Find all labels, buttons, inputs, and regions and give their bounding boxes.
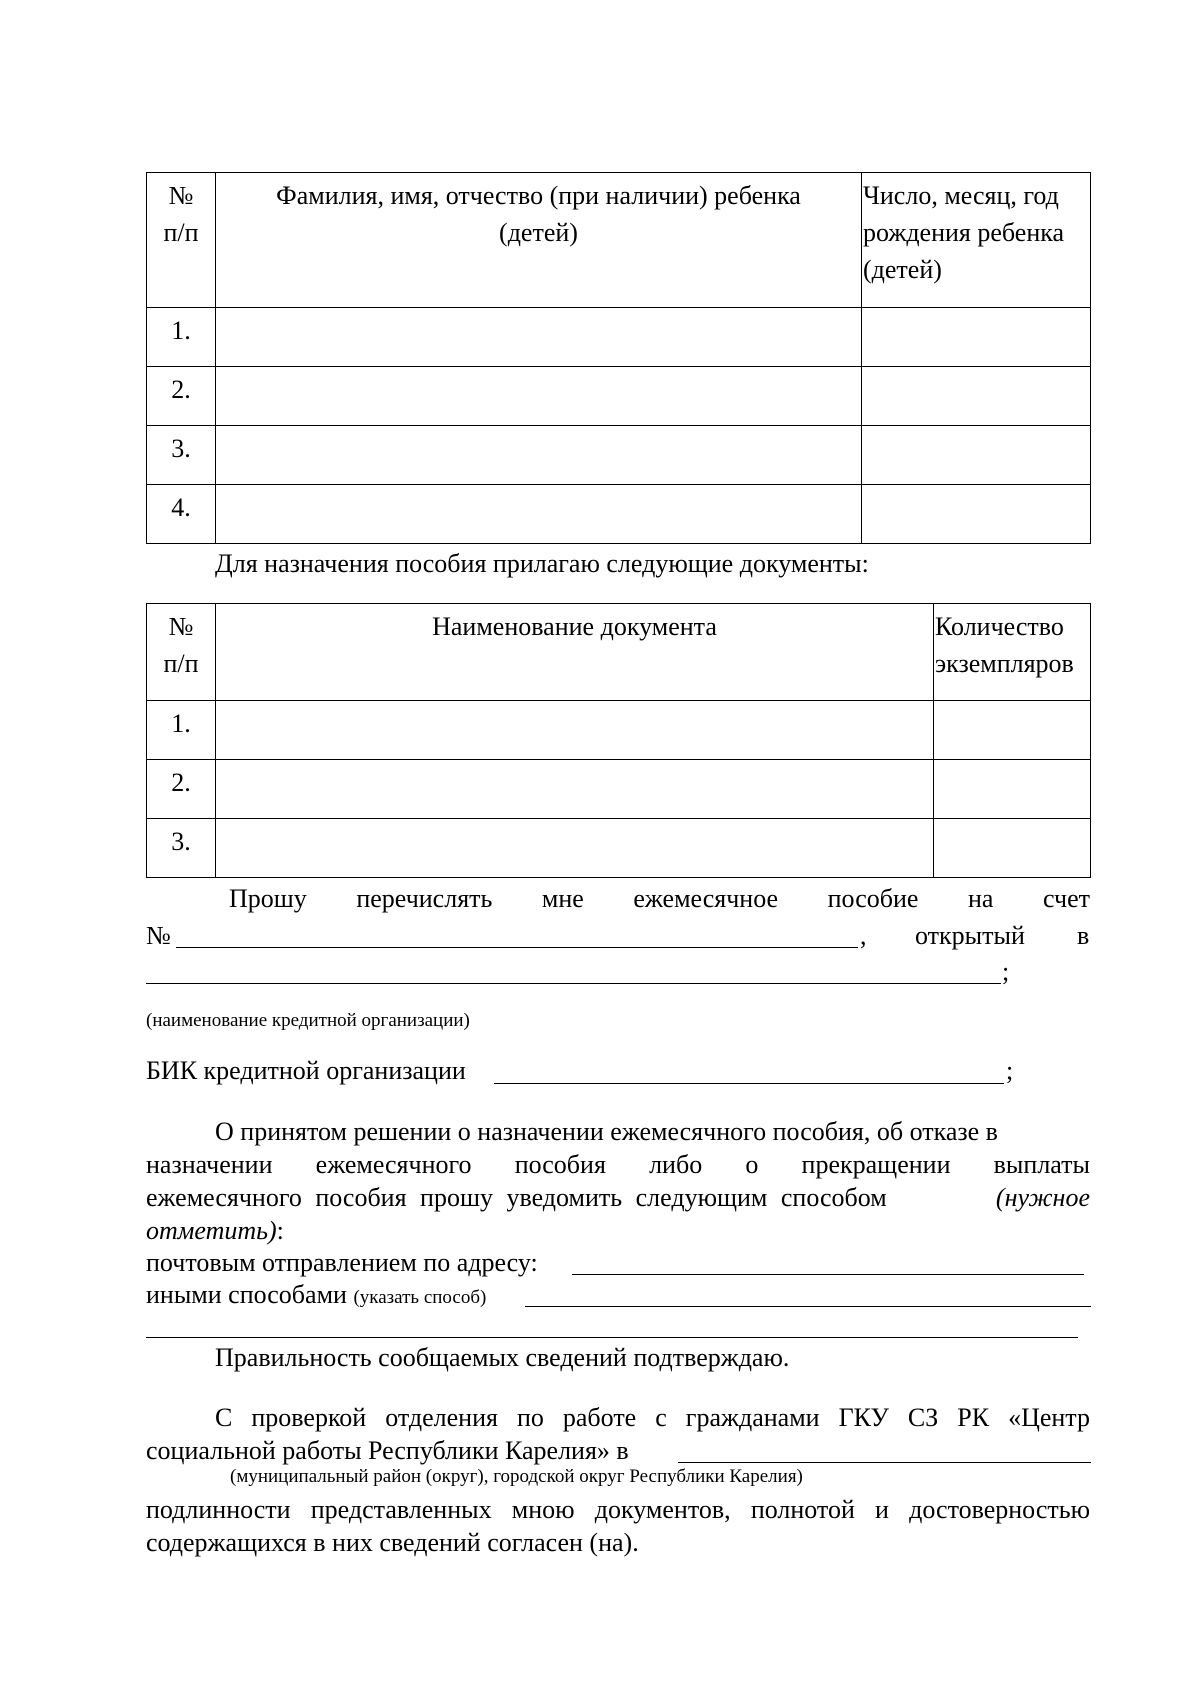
row-number: 2. (147, 760, 216, 819)
child-name-cell[interactable] (216, 367, 862, 426)
notify-line-2: назначении ежемесячного пособия либо о прекращении выплаты (146, 1150, 1090, 1179)
birth-date-cell[interactable] (862, 485, 1091, 544)
account-number-sign: № (146, 921, 171, 950)
confirm-text: Правильность сообщаемых сведений подтверждаю. (215, 1343, 790, 1372)
header-number: № п/п (147, 173, 216, 308)
table-row (147, 485, 1091, 544)
consent-line-2: социальной работы Республики Карелия» в (146, 1436, 629, 1465)
table-row (147, 701, 1091, 760)
birth-date-cell[interactable] (862, 367, 1091, 426)
table-row (147, 367, 1091, 426)
child-name-cell[interactable] (216, 308, 862, 367)
row-number: 1. (147, 308, 216, 367)
bik-field[interactable] (494, 1083, 1004, 1084)
row-number: 1. (147, 701, 216, 760)
header-number: № п/п (147, 604, 216, 701)
postal-label: почтовым отправлением по адресу: (146, 1248, 538, 1277)
bank-name-caption: (наименование кредитной организации) (146, 1010, 470, 1031)
header-birth-date: Число, месяц, год рождения ребенка (детей) (862, 173, 1091, 308)
table-row (147, 819, 1091, 878)
table-row (147, 426, 1091, 485)
documents-table-header (147, 604, 1091, 701)
child-name-cell[interactable] (216, 426, 862, 485)
other-methods-label: иными способами (указать способ) (146, 1280, 487, 1309)
document-name-cell[interactable] (216, 819, 934, 878)
consent-line-4: содержащихся в них сведений согласен (на). (146, 1528, 639, 1557)
document-page: № п/п Фамилия, имя, отчество (при наличии) ребенка (детей) Число, месяц, год рождения ребенка (детей) 1. 2. 3. 4. Для назначения пособия прилагаю следующие документы: № п/п Наименование документа Количество экземпляров 1. 2. 3. Прошу перечислять мне ежемесячное пособие на счет № , открытый в ; (наименование кредитной организации) БИК кредитной организации ; О принятом решении о назначении ежемесячного пособия, об отказе в назначении ежемесячного пособия либо о прекращении выплаты ежемесячного пособия прошу уведомить следующим способом (нужное отметить): почтовым отправлением по адресу: иными способами (указать способ) Правильность сообщаемых сведений подтверждаю. С проверкой отделения по работе с гражданами ГКУ СЗ РК «Центр социальной работы Республики Карелия» в (муниципальный район (округ), городской округ Республики Карелия) подлинности представленных мною документов, полнотой и достоверностью содержащихся в них сведений согласен (на). (0, 0, 1200, 1697)
notify-line-3: ежемесячного пособия прошу уведомить следующим способом (нужное (146, 1183, 1090, 1212)
bik-label: БИК кредитной организации (146, 1056, 466, 1085)
table-row (147, 760, 1091, 819)
account-request-line: Прошу перечислять мне ежемесячное пособие на счет (229, 884, 1090, 913)
notify-line-4: отметить): (146, 1216, 284, 1245)
other-method-field[interactable] (691, 1306, 1091, 1307)
other-method-short-field[interactable] (525, 1306, 691, 1307)
children-table-header (147, 173, 1091, 308)
header-copies: Количество экземпляров (934, 604, 1091, 701)
copies-cell[interactable] (934, 819, 1091, 878)
consent-line-1: С проверкой отделения по работе с гражданами ГКУ СЗ РК «Центр (215, 1403, 1090, 1432)
notify-line-1: О принятом решении о назначении ежемесячного пособия, об отказе в (215, 1117, 998, 1146)
row-number: 3. (147, 426, 216, 485)
document-name-cell[interactable] (216, 701, 934, 760)
row-number: 2. (147, 367, 216, 426)
bank-name-field[interactable] (146, 983, 1001, 984)
documents-table (146, 603, 1091, 878)
municipality-caption: (муниципальный район (округ), городской округ Республики Карелия) (230, 1466, 803, 1487)
child-name-cell[interactable] (216, 485, 862, 544)
header-child-name: Фамилия, имя, отчество (при наличии) ребенка (детей) (216, 173, 862, 308)
municipality-field[interactable] (678, 1462, 1091, 1463)
row-number: 4. (147, 485, 216, 544)
birth-date-cell[interactable] (862, 308, 1091, 367)
other-method-field-2[interactable] (146, 1337, 1078, 1338)
birth-date-cell[interactable] (862, 426, 1091, 485)
children-table (146, 172, 1091, 544)
table-row (147, 308, 1091, 367)
postal-address-field[interactable] (572, 1274, 1084, 1275)
copies-cell[interactable] (934, 701, 1091, 760)
copies-cell[interactable] (934, 760, 1091, 819)
documents-intro: Для назначения пособия прилагаю следующие документы: (215, 549, 869, 578)
document-name-cell[interactable] (216, 760, 934, 819)
account-number-field[interactable] (176, 947, 858, 948)
consent-line-3: подлинности представленных мною документов, полнотой и достоверностью (146, 1495, 1090, 1524)
row-number: 3. (147, 819, 216, 878)
header-document-name: Наименование документа (216, 604, 934, 701)
